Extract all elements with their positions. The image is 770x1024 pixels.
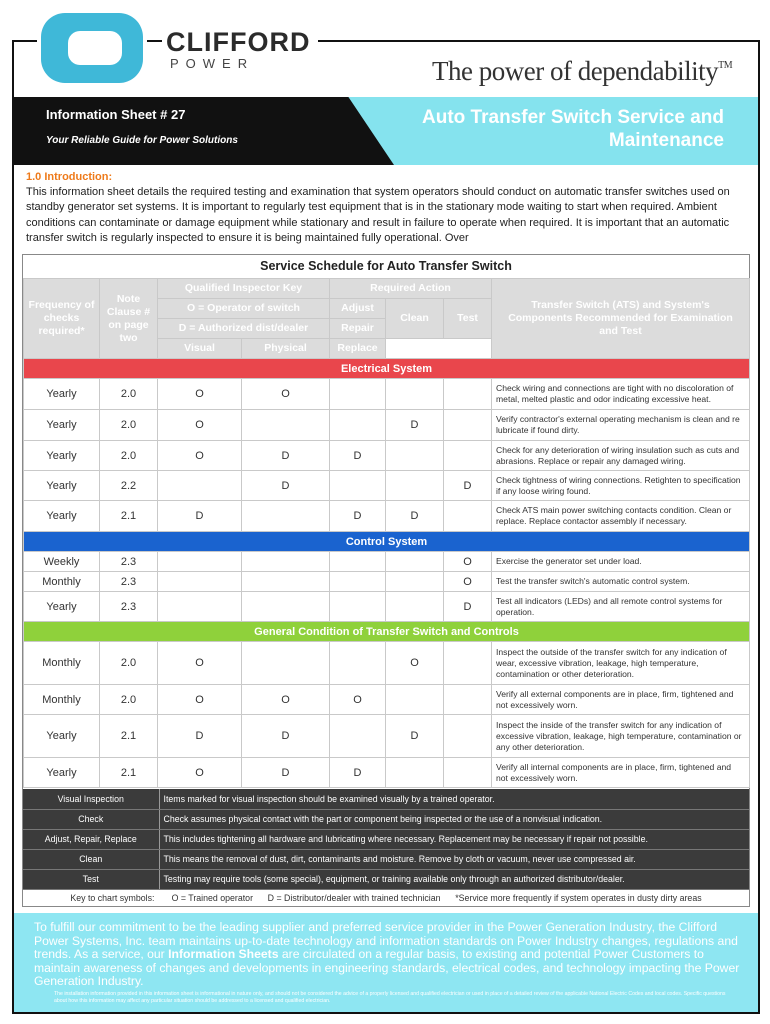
legend-definition: This includes tightening all hardware and lubricating where necessary. Replacement may be necessary if repair not possible. (159, 829, 749, 849)
header-note: Note Clause # on page two (100, 279, 158, 359)
intro-text: This information sheet details the required testing and examination that system operators should conduct on automatic transfer switches used on standby generator set systems. It is important to regularly test equipment that is in the stationary mode waiting to start when required. Ambient conditions can contaminate or damage equipment while stationary and result in failure to operate when required. It is important that an automatic transfer switch is regularly inspected to ensure it is being maintained fully operational. Over (26, 186, 730, 245)
row-test (444, 379, 492, 410)
table-row (24, 685, 750, 715)
row-clean (386, 592, 444, 622)
footer-text-a: To fulfill our commitment to be the leading supplier and preferred service provider in the Power Generation Industry, the Clifford Power Systems, Inc. team maintains up-to-date technology and information standards on Power Industry changes, regulations and trends. As a service, our (34, 920, 738, 961)
header-visual: Visual (158, 339, 242, 359)
row-test (444, 758, 492, 788)
row-description: Check for any deterioration of wiring insulation such as cuts and abrasions. Replace or repair any damaged wiring. (492, 441, 750, 471)
footer-commitment-text (34, 921, 740, 989)
row-frequency: Yearly (24, 758, 100, 788)
row-physical: O (242, 379, 330, 410)
row-visual (158, 552, 242, 572)
row-clean (386, 685, 444, 715)
row-note: 2.1 (100, 715, 158, 758)
legend-definition: Check assumes physical contact with the part or component being inspected or the use of a nonvisual indication. (159, 809, 749, 829)
legend-term: Test (23, 869, 159, 889)
legend-row (23, 829, 749, 849)
header-inspector-key: Qualified Inspector Key (158, 279, 330, 299)
section-general-condition: General Condition of Transfer Switch and Controls (24, 622, 750, 642)
document-title-line1: Auto Transfer Switch Service and (422, 107, 724, 128)
row-test: O (444, 552, 492, 572)
legend-definition: Items marked for visual inspection should be examined visually by a trained operator. (159, 789, 749, 809)
row-physical: D (242, 758, 330, 788)
row-adjust: D (330, 501, 386, 532)
legend-definition: Testing may require tools (some special), equipment, or training available only through an authorized distributor/dealer. (159, 869, 749, 889)
row-test: O (444, 572, 492, 592)
row-note: 2.0 (100, 685, 158, 715)
row-note: 2.0 (100, 642, 158, 685)
table-row (24, 379, 750, 410)
legend-row (23, 809, 749, 829)
header-key-o: O = Operator of switch (158, 299, 330, 319)
row-description: Check wiring and connections are tight with no discoloration of metal, melted plastic and odor indicating excessive heat. (492, 379, 750, 410)
row-note: 2.2 (100, 471, 158, 501)
table-row (24, 552, 750, 572)
row-visual: O (158, 642, 242, 685)
row-physical: D (242, 715, 330, 758)
tagline-text: The power of dependability (432, 56, 719, 86)
table-row (24, 501, 750, 532)
row-frequency: Monthly (24, 685, 100, 715)
row-frequency: Yearly (24, 410, 100, 441)
legend-row (23, 789, 749, 809)
row-clean: D (386, 410, 444, 441)
row-visual (158, 572, 242, 592)
row-visual: D (158, 501, 242, 532)
row-frequency: Yearly (24, 715, 100, 758)
row-frequency: Yearly (24, 471, 100, 501)
footer-text-bold: Information Sheets (168, 947, 279, 961)
row-physical (242, 410, 330, 441)
key-distributor: D = Distributor/dealer with trained technician (267, 893, 441, 903)
table-row (24, 471, 750, 501)
legend-term: Adjust, Repair, Replace (23, 829, 159, 849)
header-physical: Physical (242, 339, 330, 359)
row-note: 2.0 (100, 441, 158, 471)
service-schedule (22, 254, 750, 907)
legend-row (23, 869, 749, 889)
table-row (24, 715, 750, 758)
row-adjust (330, 471, 386, 501)
legend-term: Check (23, 809, 159, 829)
row-clean (386, 471, 444, 501)
row-physical: D (242, 441, 330, 471)
tagline (432, 56, 732, 87)
row-description: Test all indicators (LEDs) and all remote control systems for operation. (492, 592, 750, 622)
row-physical (242, 642, 330, 685)
header-repair: Repair (330, 319, 386, 339)
legend-term: Clean (23, 849, 159, 869)
row-note: 2.3 (100, 592, 158, 622)
row-frequency: Weekly (24, 552, 100, 572)
section-control: Control System (24, 532, 750, 552)
table-row (24, 441, 750, 471)
row-adjust (330, 572, 386, 592)
row-description: Test the transfer switch's automatic control system. (492, 572, 750, 592)
row-adjust (330, 642, 386, 685)
row-note: 2.1 (100, 501, 158, 532)
row-frequency: Monthly (24, 572, 100, 592)
row-description: Exercise the generator set under load. (492, 552, 750, 572)
row-adjust: O (330, 685, 386, 715)
row-note: 2.3 (100, 572, 158, 592)
row-adjust: D (330, 758, 386, 788)
info-sheet-subtitle: Your Reliable Guide for Power Solutions (46, 135, 238, 146)
document-title (344, 106, 724, 152)
row-adjust: D (330, 441, 386, 471)
row-visual: O (158, 410, 242, 441)
key-service-note: *Service more frequently if system operates in dusty dirty areas (455, 893, 702, 903)
row-note: 2.0 (100, 410, 158, 441)
logo-mark (37, 13, 147, 83)
row-adjust (330, 379, 386, 410)
row-note: 2.3 (100, 552, 158, 572)
row-adjust (330, 552, 386, 572)
row-physical: O (242, 685, 330, 715)
row-physical (242, 572, 330, 592)
row-description: Inspect the inside of the transfer switch for any indication of excessive vibration, leakage, high temperature, contamination or any other deterioration. (492, 715, 750, 758)
legend-table (23, 789, 749, 890)
logo-sub: POWER (170, 56, 255, 71)
header-clean: Clean (386, 299, 444, 339)
row-clean: D (386, 501, 444, 532)
table-row (24, 642, 750, 685)
row-test (444, 685, 492, 715)
row-description: Check tightness of wiring connections. Retighten to specification if any loose wiring found. (492, 471, 750, 501)
schedule-title: Service Schedule for Auto Transfer Switch (260, 259, 512, 273)
row-frequency: Yearly (24, 379, 100, 410)
row-visual: O (158, 441, 242, 471)
row-test (444, 410, 492, 441)
row-clean (386, 379, 444, 410)
row-clean: O (386, 642, 444, 685)
row-visual (158, 471, 242, 501)
row-visual (158, 592, 242, 622)
table-row (24, 592, 750, 622)
legend-definition: This means the removal of dust, dirt, contaminants and moisture. Remove by cloth or vacuum, never use compressed air. (159, 849, 749, 869)
row-description: Check ATS main power switching contacts condition. Clean or replace. Replace contactor assembly if necessary. (492, 501, 750, 532)
intro-heading: 1.0 Introduction: (26, 171, 113, 183)
info-sheet-title: Information Sheet # 27 (46, 107, 186, 122)
row-note: 2.1 (100, 758, 158, 788)
row-physical (242, 552, 330, 572)
schedule-table (23, 278, 750, 788)
document-title-line2: Maintenance (608, 130, 724, 151)
row-note: 2.0 (100, 379, 158, 410)
row-description: Verify all external components are in place, firm, tightened and not excessively worn. (492, 685, 750, 715)
table-row (24, 572, 750, 592)
row-clean (386, 441, 444, 471)
row-visual: O (158, 758, 242, 788)
logo-shape-icon (41, 13, 143, 83)
row-physical: D (242, 471, 330, 501)
row-adjust (330, 410, 386, 441)
row-visual: O (158, 379, 242, 410)
row-test (444, 642, 492, 685)
header-required-action: Required Action (330, 279, 492, 299)
row-visual: D (158, 715, 242, 758)
row-clean (386, 552, 444, 572)
table-row (24, 758, 750, 788)
header-adjust: Adjust (330, 299, 386, 319)
row-description: Verify contractor's external operating mechanism is clean and re lubricate if found dirty. (492, 410, 750, 441)
table-row (24, 410, 750, 441)
row-frequency: Yearly (24, 501, 100, 532)
row-test (444, 501, 492, 532)
footer-disclaimer: The installation information provided in this information sheet is informational in nature only, and should not be considered the advice of a properly licensed and qualified electrician or used in place of a detailed review of the applicable National Electric Codes and local codes. Specific questions about how this information may affect any particular situation should be addressed to a licensed and qualified electrician. (54, 991, 726, 1004)
header-frequency: Frequency of checks required* (24, 279, 100, 359)
row-test: D (444, 592, 492, 622)
row-description: Inspect the outside of the transfer switch for any indication of wear, excessive vibration, leakage, high temperature, contamination or other deterioration. (492, 642, 750, 685)
row-visual: O (158, 685, 242, 715)
row-adjust (330, 592, 386, 622)
header-test: Test (444, 299, 492, 339)
header-replace: Replace (330, 339, 386, 359)
header-components: Transfer Switch (ATS) and System's Components Recommended for Examination and Test (492, 279, 750, 359)
row-clean: D (386, 715, 444, 758)
footer-text-b: are circulated on a regular basis, to existing and potential Power Customers to maintain awareness of changes and developments in engineering standards, electrical codes, and technology impacting the Power Generation Industry. (34, 947, 740, 988)
key-label: Key to chart symbols: (70, 893, 155, 903)
row-frequency: Yearly (24, 441, 100, 471)
row-frequency: Monthly (24, 642, 100, 685)
row-physical (242, 501, 330, 532)
section-electrical: Electrical System (24, 359, 750, 379)
footer (14, 913, 758, 1012)
row-physical (242, 592, 330, 622)
row-frequency: Yearly (24, 592, 100, 622)
logo (162, 28, 318, 72)
row-test: D (444, 471, 492, 501)
legend-term: Visual Inspection (23, 789, 159, 809)
legend-row (23, 849, 749, 869)
trademark: TM (718, 60, 733, 71)
key-to-symbols (23, 889, 749, 907)
header-key-d: D = Authorized dist/dealer (158, 319, 330, 339)
logo-name: CLIFFORD (166, 27, 311, 57)
row-description: Verify all internal components are in place, firm, tightened and not excessively worn. (492, 758, 750, 788)
row-test (444, 441, 492, 471)
row-adjust (330, 715, 386, 758)
row-clean (386, 572, 444, 592)
row-test (444, 715, 492, 758)
key-operator: O = Trained operator (171, 893, 253, 903)
row-clean (386, 758, 444, 788)
